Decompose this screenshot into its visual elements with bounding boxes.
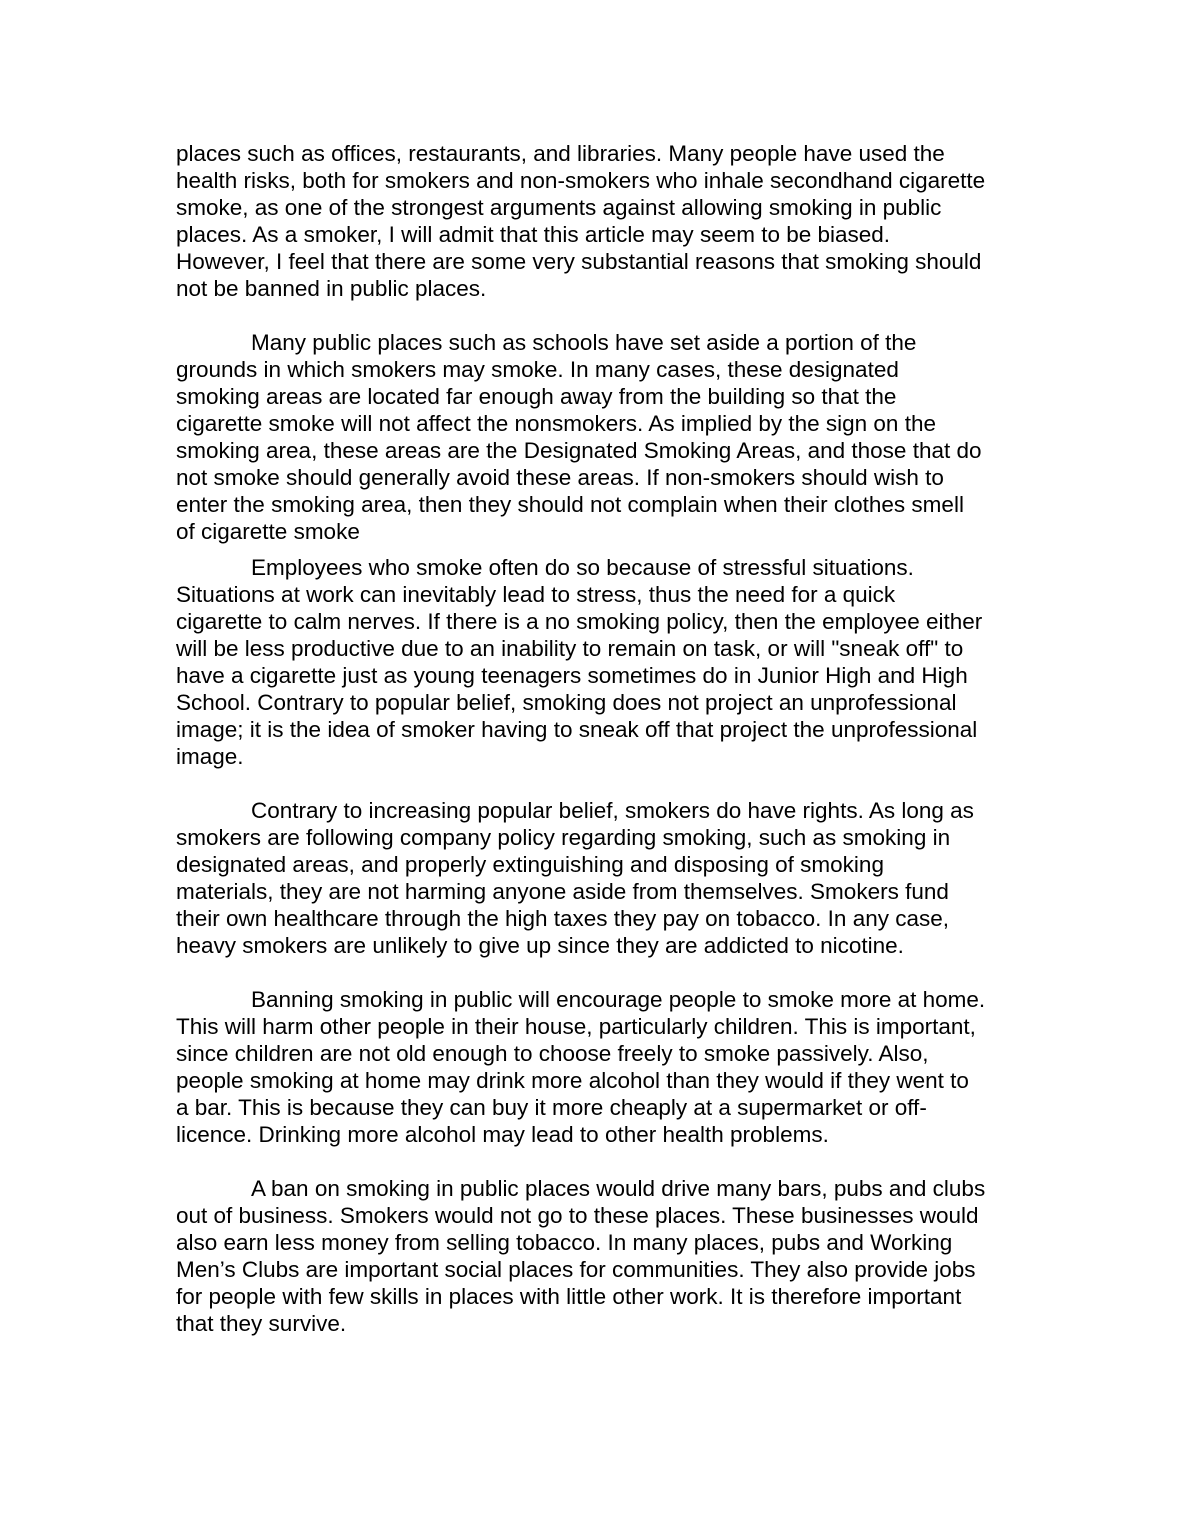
paragraph-business-impact: A ban on smoking in public places would drive many bars, pubs and clubs out of business. Smokers would not go to these places. These businesses would also earn less money from selling tobacco. In many places, pubs and Working Men’s Clubs are important social places for communities. They also provide jobs for people with few skills in places with little other work. It is therefore important that they survive. (176, 1176, 986, 1336)
paragraph-employees-stress: Employees who smoke often do so because of stressful situations. Situations at work can inevitably lead to stress, thus the need for a quick cigarette to calm nerves. If there is a no smoking policy, then the employee either will be less productive due to an inability to remain on task, or will "sneak off" to have a cigarette just as young teenagers sometimes do in Junior High and High School. Contrary to popular belief, smoking does not project an unprofessional image; it is the idea of smoker having to sneak off that project the unprofessional image. (176, 555, 983, 769)
document-page (176, 140, 1026, 1337)
paragraph-smoking-at-home: Banning smoking in public will encourage people to smoke more at home. This will harm other people in their house, particularly children. This is important, since children are not old enough to choose freely to smoke passively. Also, people smoking at home may drink more alcohol than they would if they went to a bar. This is because they can buy it more cheaply at a supermarket or off- licence. Drinking more alcohol may lead to other health problems. (176, 987, 986, 1147)
paragraph-intro: places such as offices, restaurants, and libraries. Many people have used the health risks, both for smokers and non-smokers who inhale secondhand cigarette smoke, as one of the strongest arguments against allowing smoking in public places. As a smoker, I will admit that this article may seem to be biased. However, I feel that there are some very substantial reasons that smoking should not be banned in public places. (176, 141, 986, 301)
paragraph-smokers-rights: Contrary to increasing popular belief, smokers do have rights. As long as smokers are following company policy regarding smoking, such as smoking in designated areas, and properly extinguishing and disposing of smoking materials, they are not harming anyone aside from themselves. Smokers fund their own healthcare through the high taxes they pay on tobacco. In any case, heavy smokers are unlikely to give up since they are addicted to nicotine. (176, 798, 974, 958)
paragraph-designated-areas: Many public places such as schools have set aside a portion of the grounds in which smokers may smoke. In many cases, these designated smoking areas are located far enough away from the building so that the cigarette smoke will not affect the nonsmokers. As implied by the sign on the smoking area, these areas are the Designated Smoking Areas, and those that do not smoke should generally avoid these areas. If non-smokers should wish to enter the smoking area, then they should not complain when their clothes smell of cigarette smoke (176, 330, 982, 544)
